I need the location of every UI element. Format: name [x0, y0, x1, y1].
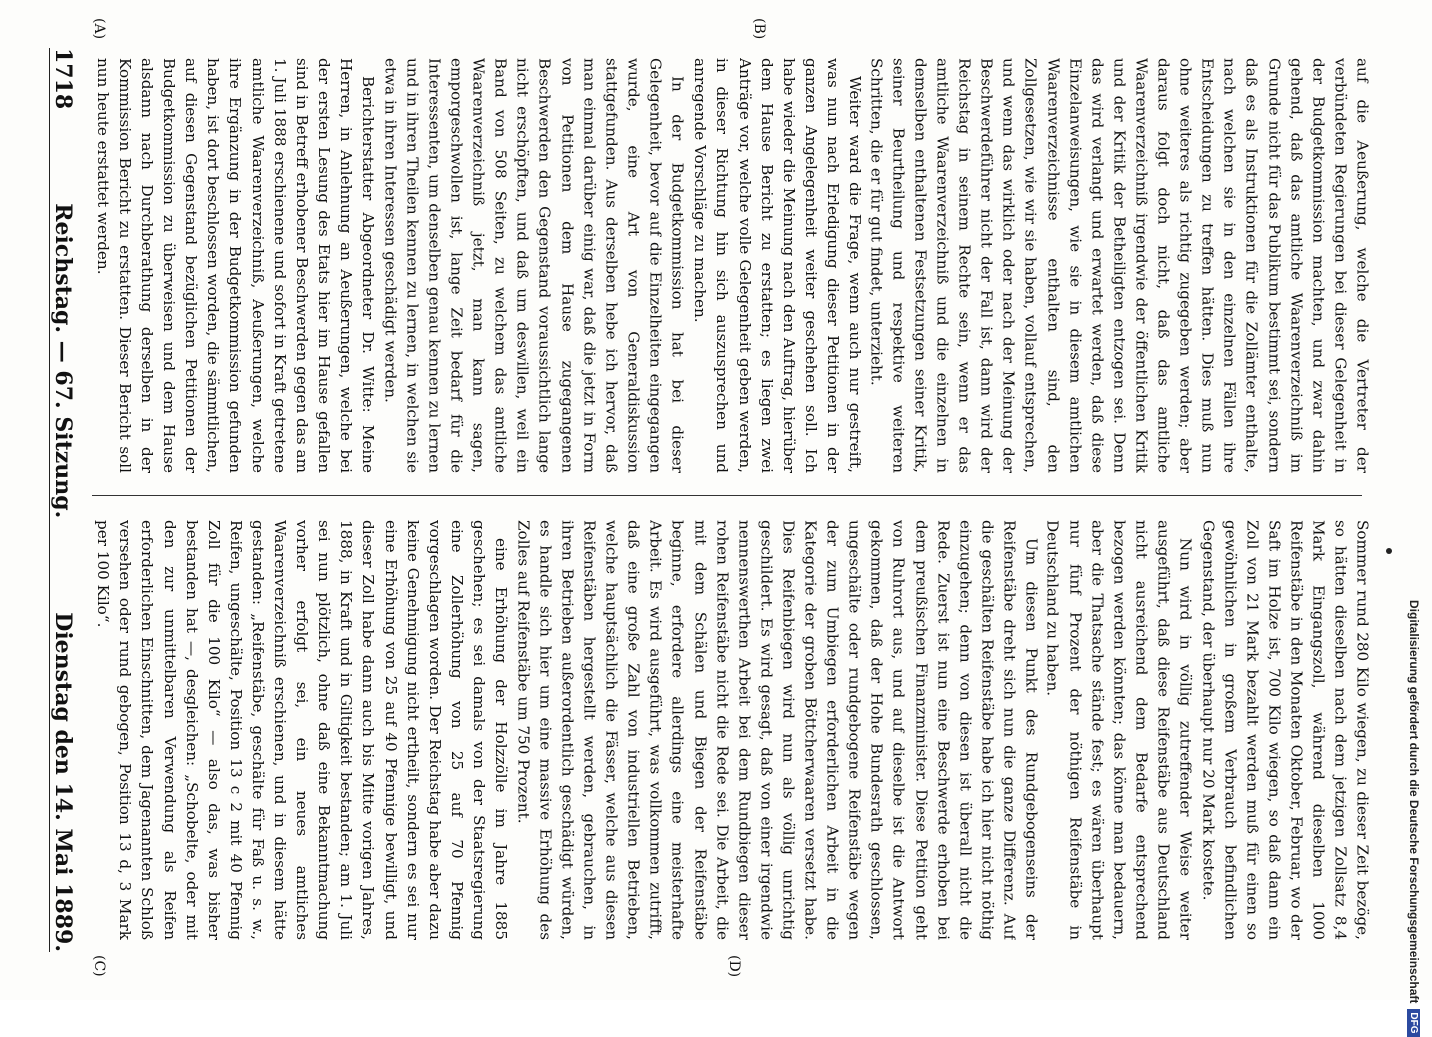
paragraph: Um diesen Punkt des Rundgebogenseins der Reifenstäbe dreht sich nun die ganze Differenz. Auf die geschälten Reifenstäbe habe ich hier nicht nöthig einzugehen; denn von diesen ist überall nicht die Rede. Zuerst ist nun eine Beschwerde erhoben bei dem preußischen Finanzminister. Diese Petition geht von Ruhrort aus, und auf dieselbe ist die Antwort gekommen, daß der Hohe Bundesrath geschlossen, ungeschälte oder rundgebogene Reifenstäbe wegen der zum Umbiegen erforderlichen Arbeit in die Kategorie der groben Böttcherwaaren versetzt habe. Dies Reifenbiegen wird nun als völlig unrichtig geschildert. Es wird gesagt, daß von einer irgendwie nennenswerthen Arbeit bei dem Rundbiegen dieser rohen Reifenstäbe nicht die Rede sei. Die Arbeit, die mit dem Schälen und Biegen der Reifenstäbe beginne, erfordere allerdings eine meisterhafte Arbeit. Es wird ausgeführt, was vollkommen zutrifft, daß eine große Zahl von industriellen Betrieben, welche hauptsächlich die Fässer, welche aus diesen Reifenstäben hergestellt werden, gebrauchen, in ihren Betrieben außerordentlich geschädigt würden, es handle sich hier um eine massive Erhöhung des Zolles auf Reifenstäbe um 750 Prozent. [513, 520, 1041, 940]
margin-marker-b: (B) [751, 18, 767, 40]
paragraph: Berichterstatter Abgeordneter Dr. Witte: Meine Herren, in Anlehnung an Aeußerungen, welche bei der ersten Lesung des Etats hier im Hause gefallen sind in Betreff erhobener Beschwerden gegen das am 1. Juli 1888 erschienene und sofort in Kraft getretene amtliche Waarenverzeichniß, Aeußerungen, welche ihre Ergänzung in der Budgetkommission gefunden haben, ist dort beschlossen worden, die sämmtlichen, auf diesen Gegenstand bezüglichen Petitionen der Budgetkommission zu überweisen und dem Hause alsdann nach Durchberathung derselben in der Kommission Bericht zu erstatten. Dieser Bericht soll nun heute erstattet werden. [94, 58, 378, 473]
paragraph: auf die Aeußerung, welche die Vertreter der verbündeten Regierungen bei dieser Gelegenheit in der Budgetkommission machten, und zwar dahin gehend, daß das amtliche Waarenverzeichniß im Grunde nicht für das Publikum bestimmt sei, sondern daß es als Instruktionen für die Zollämter enthalte, nach welchen sie in den einzelnen Fällen ihre Entscheidungen zu treffen hätten. Dies muß nun ohne weiteres als richtig zugegeben werden; aber daraus folgt doch nicht, daß das amtliche Waarenverzeichniß irgendwie der öffentlichen Kritik und der Kritik der Betheiligten entzogen sei. Denn das wird verlangt und erwartet werden, daß diese Einzelanweisungen, wie sie in diesem amtlichen Waarenverzeichnisse enthalten sind, den Zollgesetzen, wie wir sie haben, vollauf entsprechen, und wenn das wirklich oder nach der Meinung der Beschwerdeführer nicht der Fall ist, dann wird der Reichstag in seinem Rechte sein, wenn er das amtliche Waarenverzeichniß und die einzelnen in demselben enthaltenen Festsetzungen seiner Kritik, seiner Beurtheilung und respektive weiteren Schritten, die er für gut findet, unterzieht. [867, 58, 1372, 473]
paragraph: Sommer rund 280 Kilo wiegen, zu dieser Zeit bezöge, so hätten dieselben nach dem jetzigen Zollsatz 8,4 Mark Eingangszoll, während dieselben 1000 Reifenstäbe in den Monaten Oktober, Februar, wo der Saft im Holze ist, 700 Kilo wiegen, so daß dann ein Zoll von 21 Mark bezahlt werden muß für einen so gewöhnlichen in großem Verbrauch befindlichen Gegenstand, der überhaupt nur 20 Mark kostete. [1198, 520, 1372, 940]
session-date: Dienstag den 14. Mai 1889. [50, 612, 76, 952]
digitization-credit [1404, 600, 1424, 1034]
paragraph: Weiter ward die Frage, wenn auch nur gestreift, was nun nach Erledigung dieser Petitionen in der ganzen Angelegenheit weiter geschehen soll. Ich habe wieder die Meinung nach den Auftrag, hierüber dem Hause Bericht zu erstatten; es liegen zwei Anträge vor, welche volle Gelegenheit geben werden, in dieser Richtung hin sich auszusprechen und anregende Vorschläge zu machen. [690, 58, 864, 473]
column-divider [92, 495, 1362, 496]
left-text-column [92, 58, 1372, 473]
ink-dot [1386, 548, 1392, 554]
page-header [49, 48, 80, 952]
right-text-column [92, 520, 1372, 940]
credit-text: Digitalisierung gefördert durch die Deutsche Forschungsgemeinschaft [1407, 600, 1421, 1004]
session-title: Reichstag. — 67. Sitzung. [50, 203, 76, 519]
margin-marker-c: (C) [91, 955, 107, 977]
paragraph: Nun wird in völlig zutreffender Weise weiter ausgeführt, daß diese Reifenstäbe aus Deutschland nicht ausreichend dem Bedarfe entsprechend bezogen werden könnten; das könne man bedauern, aber die Thatsache stände fest; es wären überhaupt nur fünf Prozent der nöthigen Reifenstäbe in Deutschland zu haben. [1044, 520, 1195, 940]
margin-marker-d: (D) [726, 955, 742, 978]
paragraph: In der Budgetkommission hat bei dieser Gelegenheit, bevor auf die Einzelheiten eingegangen wurde, eine Art von Generaldiskussion stattgefunden. Aus derselben hebe ich hervor, daß man einmal darüber einig war, daß die jetzt in Form von Petitionen dem Hause zugegangenen Beschwerden den Gegenstand voraussichtlich lange nicht erschöpften, und daß um deswillen, weil ein Band von 508 Seiten, zu welchem das amtliche Waarenverzeichniß jetzt, man kann sagen, emporgeschwollen ist, lange Zeit bedarf für die Interessenten, um denselben genau kennen zu lernen und in ihren Theilen kennen zu lernen, in welchen sie etwa in ihren Interessen geschädigt werden. [381, 58, 687, 473]
margin-marker-a: (A) [91, 18, 107, 40]
dfg-logo: DFG [1408, 1009, 1421, 1036]
paragraph: eine Erhöhung der Holzzölle im Jahre 1885 geschehen; es sei damals von der Staatsregierung eine Zollerhöhung von 25 auf 70 Pfennig vorgeschlagen worden. Der Reichstag habe aber dazu keine Genehmigung nicht ertheilt, sondern es sei nur eine Erhöhung von 25 auf 40 Pfennige bewilligt, und dieser Zoll habe dann auch bis Mitte vorigen Jahres, 1888, in Kraft und in Giltigkeit bestanden; am 1. Juli sei nun plötzlich, ohne daß eine Bekanntmachung vorher erfolgt sei, ein neues amtliches Waarenverzeichniß erschienen, und in diesem hätte gestanden: „Reifenstäbe, geschälte für Faß u. s. w., Reifen, ungeschälte, Position 13 c 2 mit 40 Pfennig Zoll für die 100 Kilo“ — also das, was bisher bestanden hat —, desgleichen: „Schobelte, oder mit den zur unmittelbaren Verwendung als Reifen erforderlichen Einschnitten, dem Jagenannten Schloß versehen oder rund gebogen, Position 13 d, 3 Mark per 100 Kilo“. [94, 520, 510, 940]
page-number: 1718 [50, 48, 76, 110]
